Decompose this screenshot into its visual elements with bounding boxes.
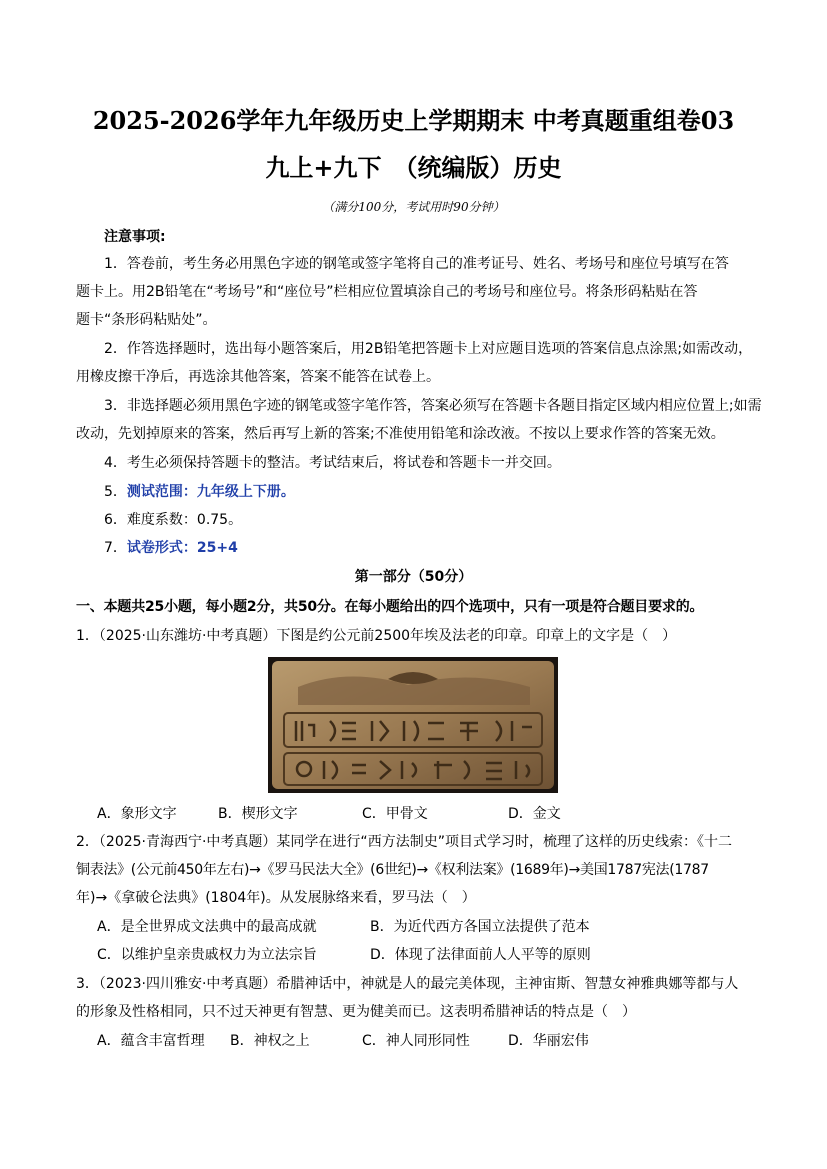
q3-option-c[interactable]: C．神人同形同性 <box>362 1033 470 1049</box>
section-instruction: 一、本题共25小题，每小题2分，共50分。在每小题给出的四个选项中，只有一项是符合题目要求的。 <box>76 599 704 615</box>
question-3-stem-line: 的形象及性格相同，只不过天神更有智慧、更为健美而已。这表明希腊神话的特点是（ ） <box>76 1004 636 1020</box>
notice-line: 1．答卷前，考生务必用黑色字迹的钢笔或签字笔将自己的准考证号、姓名、考场号和座位号填写在答 <box>104 256 729 272</box>
exam-title-line1: 2025-2026学年九年级历史上学期期末 中考真题重组卷03 <box>92 106 735 135</box>
notice-line: 2．作答选择题时，选出每小题答案后，用2B铅笔把答题卡上对应题目选项的答案信息点涂黑;如需改动， <box>104 341 753 357</box>
q2-option-a[interactable]: A．是全世界成文法典中的最高成就 <box>97 919 317 935</box>
section-title: 第一部分（50分） <box>354 569 473 585</box>
q1-option-a[interactable]: A．象形文字 <box>97 806 177 822</box>
question-2-stem-line: 2．（2025·青海西宁·中考真题）某同学在进行“西方法制史”项目式学习时，梳理了这样的历史线索：《十二 <box>76 834 732 850</box>
question-1-stem: 1．（2025·山东潍坊·中考真题）下图是约公元前2500年埃及法老的印章。印章上的文字是（ ） <box>76 628 677 644</box>
notice-item-7-number: 7． <box>104 540 127 556</box>
q3-option-d[interactable]: D．华丽宏伟 <box>508 1033 589 1049</box>
q2-option-c[interactable]: C．以维护皇亲贵戚权力为立法宗旨 <box>97 947 317 963</box>
egyptian-seal-image <box>268 657 558 793</box>
question-3-stem-line: 3．（2023·四川雅安·中考真题）希腊神话中，神就是人的最完美体现，主神宙斯、智慧女神雅典娜等都与人 <box>76 976 739 992</box>
q2-option-b[interactable]: B．为近代西方各国立法提供了范本 <box>370 919 590 935</box>
q2-option-d[interactable]: D．体现了法律面前人人平等的原则 <box>370 947 591 963</box>
notice-item-7 <box>104 538 784 558</box>
q1-option-c[interactable]: C．甲骨文 <box>362 806 428 822</box>
question-2-stem-line: 铜表法》(公元前450年左右)→《罗马民法大全》(6世纪)→《权利法案》(1689年)→美国1787宪法(1787 <box>76 862 709 878</box>
notice-item-5-number: 5． <box>104 484 127 500</box>
paper-format-text: 试卷形式：25+4 <box>126 540 238 556</box>
notice-line: 3．非选择题必须用黑色字迹的钢笔或签字笔作答，答案必须写在答题卡各题目指定区域内相应位置上;如需 <box>104 398 762 414</box>
question-2-stem-line: 年)→《拿破仑法典》(1804年)。从发展脉络来看，罗马法（ ） <box>76 890 476 906</box>
notice-line: 题卡上。用2B铅笔在“考场号”和“座位号”栏相应位置填涂自己的考场号和座位号。将条形码粘贴在答 <box>76 284 698 300</box>
notice-line: 用橡皮擦干净后，再选涂其他答案，答案不能答在试卷上。 <box>76 369 440 385</box>
notice-line: 改动，先划掉原来的答案，然后再写上新的答案;不准使用铅笔和涂改液。不按以上要求作答的答案无效。 <box>76 426 725 442</box>
exam-title-line2: 九上+九下 （统编版）历史 <box>265 153 562 182</box>
q1-option-b[interactable]: B．楔形文字 <box>218 806 298 822</box>
q3-option-b[interactable]: B．神权之上 <box>230 1033 310 1049</box>
q1-option-d[interactable]: D．金文 <box>508 806 561 822</box>
q3-option-a[interactable]: A．蕴含丰富哲理 <box>97 1033 205 1049</box>
notice-item-6: 6．难度系数：0.75。 <box>104 512 243 528</box>
notice-item-5 <box>104 482 784 502</box>
test-scope-text: 测试范围：九年级上下册。 <box>126 484 295 500</box>
exam-subtitle: （满分100分，考试用时90分钟） <box>322 200 505 214</box>
notice-heading: 注意事项: <box>104 229 166 245</box>
notice-line: 题卡“条形码粘贴处”。 <box>76 312 217 328</box>
notice-line: 4．考生必须保持答题卡的整洁。考试结束后，将试卷和答题卡一并交回。 <box>104 455 561 471</box>
